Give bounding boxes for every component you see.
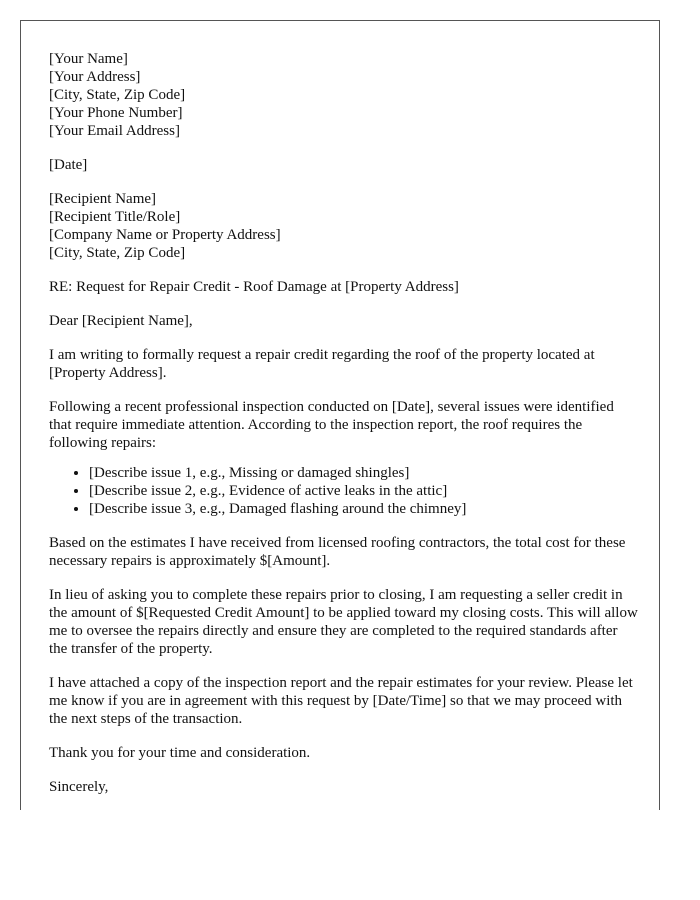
sender-address-block — [49, 50, 639, 140]
list-item: • [Describe issue 1, e.g., Missing or damaged shingles] — [89, 464, 639, 482]
recipient-company: [Company Name or Property Address] — [49, 227, 281, 243]
letter-page — [20, 20, 660, 810]
issues-list — [49, 464, 639, 518]
inspection-paragraph: Following a recent professional inspection conducted on [Date], several issues were identified that require immediate attention. According to the inspection report, the roof requires the following repairs: — [49, 399, 614, 451]
recipient-address-block — [49, 190, 639, 262]
date-block — [49, 156, 639, 174]
credit-request-paragraph: In lieu of asking you to complete these repairs prior to closing, I am requesting a seller credit in the amount of $[Requested Credit Amount] to be applied toward my closing costs. This will allow me to oversee the repairs directly and ensure they are completed to the required standards after the transfer of the property. — [49, 587, 638, 657]
recipient-city-state-zip: [City, State, Zip Code] — [49, 245, 186, 261]
list-item: • [Describe issue 3, e.g., Damaged flashing around the chimney] — [89, 500, 639, 518]
salutation: Dear [Recipient Name], — [49, 313, 193, 329]
list-item: • [Describe issue 2, e.g., Evidence of active leaks in the attic] — [89, 482, 639, 500]
closing: Sincerely, — [49, 779, 109, 795]
attachments-paragraph: I have attached a copy of the inspection report and the repair estimates for your review. Please let me know if you are in agreement with this request by [Date/Time] so that we may proceed with the next steps of the transaction. — [49, 675, 633, 727]
recipient-title: [Recipient Title/Role] — [49, 209, 181, 225]
subject-line: RE: Request for Repair Credit - Roof Damage at [Property Address] — [49, 279, 459, 295]
sender-phone: [Your Phone Number] — [49, 105, 183, 121]
sender-name: [Your Name] — [49, 51, 128, 67]
letter-body — [49, 50, 639, 810]
estimate-paragraph: Based on the estimates I have received from licensed roofing contractors, the total cost for these necessary repairs is approximately $[Amount]. — [49, 535, 626, 569]
sender-city-state-zip: [City, State, Zip Code] — [49, 87, 186, 103]
thanks-paragraph: Thank you for your time and consideration. — [49, 745, 311, 761]
intro-paragraph: I am writing to formally request a repair credit regarding the roof of the property located at [Property Address]. — [49, 347, 595, 381]
sender-email: [Your Email Address] — [49, 123, 180, 139]
letter-date: [Date] — [49, 157, 88, 173]
recipient-name: [Recipient Name] — [49, 191, 157, 207]
sender-address: [Your Address] — [49, 69, 141, 85]
